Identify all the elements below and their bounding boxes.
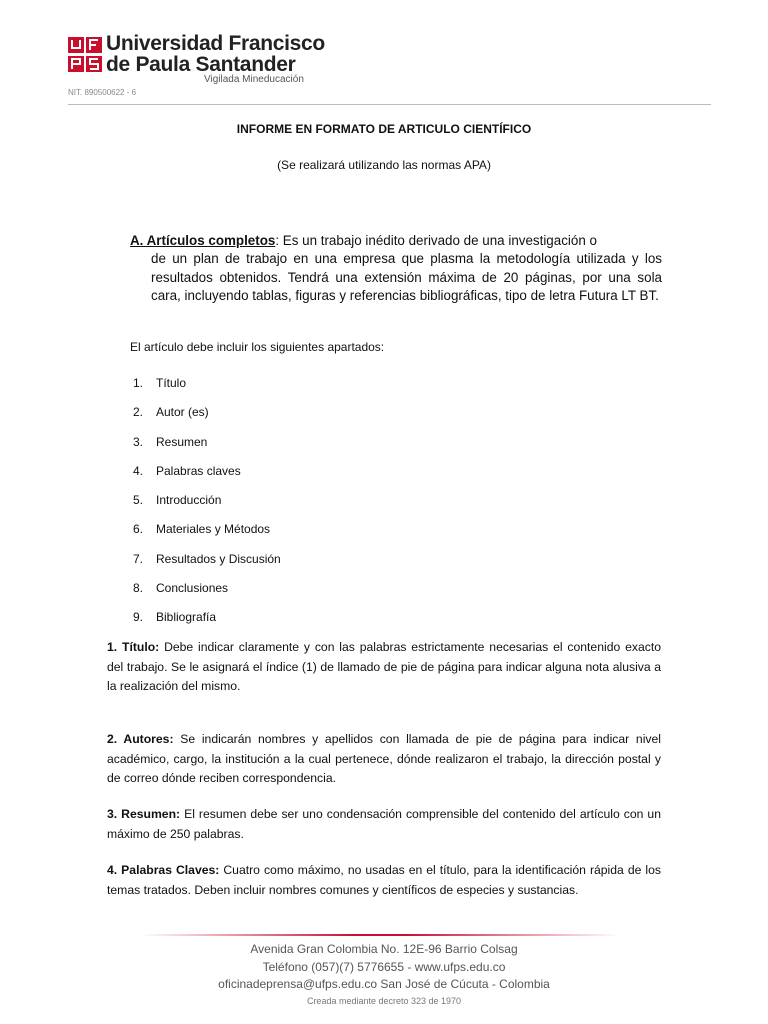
- section-titulo-key: 1. Título:: [107, 640, 160, 654]
- list-item: [133, 402, 281, 431]
- nit-label: NIT. 890500622 - 6: [68, 88, 137, 97]
- list-item-label: Resultados y Discusión: [156, 551, 281, 566]
- section-palabras-claves-text: Cuatro como máximo, no usadas en el título, para la identificación rápida de los temas tratados. Deben incluir nombres comunes y científicos de especies y sustancias.: [107, 863, 661, 897]
- footer-phone: Teléfono (057)(7) 5776655 - www.ufps.edu.co: [262, 960, 506, 974]
- list-item-number: 7.: [133, 551, 144, 566]
- section-a-heading: A. Artículos completos: [130, 233, 276, 248]
- section-resumen-text: El resumen debe ser uno condensación comprensible del contenido del artículo con un máximo de 250 palabras.: [107, 807, 661, 841]
- list-item-label: Resumen: [156, 434, 208, 449]
- section-autores: [107, 730, 661, 789]
- list-item-number: 8.: [133, 581, 144, 596]
- list-item-number: 9.: [133, 610, 144, 625]
- university-name: [106, 33, 325, 75]
- list-item-label: Introducción: [156, 493, 222, 508]
- sections-list: [133, 373, 281, 637]
- list-item-number: 4.: [133, 463, 144, 478]
- section-palabras-claves-key: 4. Palabras Claves:: [107, 863, 220, 877]
- section-a-text-first: : Es un trabajo inédito derivado de una investigación o: [275, 233, 597, 248]
- list-intro: El artículo debe incluir los siguientes apartados:: [130, 340, 385, 354]
- list-item-label: Autor (es): [156, 405, 209, 420]
- footer-address: Avenida Gran Colombia No. 12E-96 Barrio Colsag: [250, 942, 518, 956]
- section-palabras-claves: [107, 861, 661, 900]
- list-item: [133, 549, 281, 578]
- list-item-number: 1.: [133, 376, 144, 390]
- list-item: [133, 607, 281, 636]
- section-a-text-rest: de un plan de trabajo en una empresa que plasma la metodología utilizada y los resultados obtenidos. Tendrá una extensión máxima de 20 páginas, por una sola cara, incluyendo tablas, figuras y referencias bibliográficas, tipo de letra Futura LT BT.: [151, 251, 662, 303]
- list-item-label: Bibliografía: [156, 610, 217, 625]
- vigilada-label: Vigilada Mineducación: [204, 74, 304, 85]
- list-item: [133, 461, 281, 490]
- section-titulo: [107, 638, 661, 697]
- list-item-number: 5.: [133, 493, 144, 508]
- document-title: INFORME EN FORMATO DE ARTICULO CIENTÍFICO: [236, 122, 532, 136]
- university-name-line1: Universidad Francisco: [106, 32, 325, 55]
- section-autores-text: Se indicarán nombres y apellidos con llamada de pie de página para indicar nivel académico, cargo, la institución a la cual pertenece, dónde realizaron el trabajo, la dirección postal y de correo dónde reciben correspondencia.: [107, 732, 661, 785]
- university-name-line2: de Paula Santander: [106, 53, 296, 76]
- list-item-number: 2.: [133, 405, 144, 420]
- list-item-label: Conclusiones: [156, 581, 229, 596]
- footer-decree: Creada mediante decreto 323 de 1970: [306, 996, 462, 1006]
- section-titulo-text: Debe indicar claramente y con las palabras estrictamente necesarias el contenido exacto del trabajo. Se le asignará el índice (1) de llamado de pie de página para indicar alguna nota alusiva a la realización del mismo.: [107, 640, 661, 693]
- section-autores-key: 2. Autores:: [107, 732, 174, 746]
- list-item-number: 6.: [133, 522, 144, 537]
- footer-divider: [140, 934, 620, 936]
- list-item-label: Título: [156, 376, 187, 390]
- list-item-number: 3.: [133, 434, 144, 449]
- section-resumen-key: 3. Resumen:: [107, 807, 181, 821]
- ufps-logo-icon: [68, 37, 102, 72]
- list-item: [133, 490, 281, 519]
- section-a-paragraph: [130, 232, 662, 305]
- header-divider: [68, 104, 711, 105]
- document-subtitle: (Se realizará utilizando las normas APA): [277, 158, 491, 172]
- list-item: [133, 432, 281, 461]
- list-item: [133, 519, 281, 548]
- list-item-label: Palabras claves: [156, 463, 241, 478]
- list-item-label: Materiales y Métodos: [156, 522, 271, 537]
- list-item: [133, 578, 281, 607]
- list-item: [133, 373, 281, 402]
- section-resumen: [107, 805, 661, 844]
- footer-email: oficinadeprensa@ufps.edu.co San José de Cúcuta - Colombia: [218, 977, 550, 991]
